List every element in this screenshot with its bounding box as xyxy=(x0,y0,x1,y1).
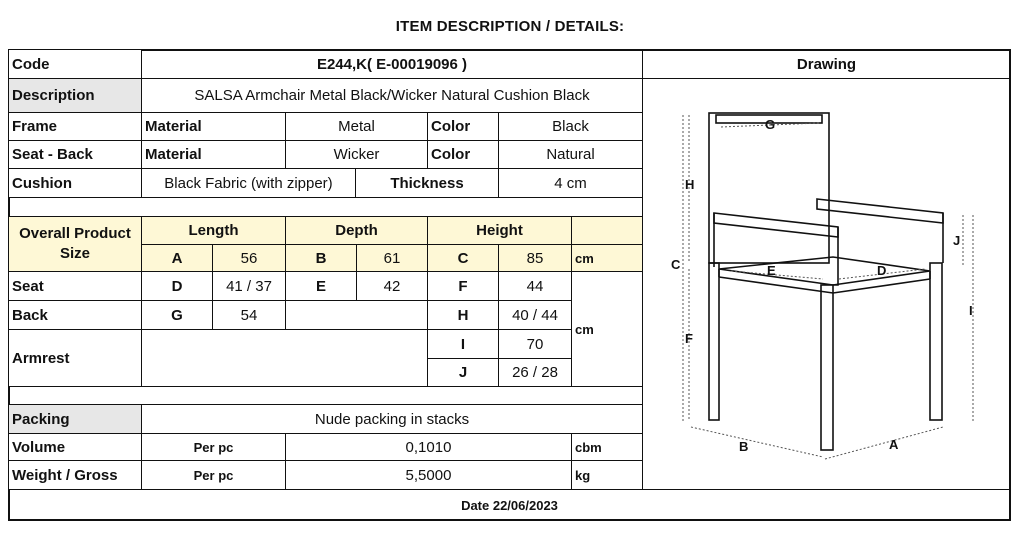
dim-f-label: F xyxy=(427,271,499,301)
drawing-letter-h: H xyxy=(685,177,695,192)
dim-b-value: 61 xyxy=(356,244,428,272)
page-title: ITEM DESCRIPTION / DETAILS: xyxy=(395,18,625,35)
drawing-letter-e: E xyxy=(767,263,776,278)
volume-value: 0,1010 xyxy=(285,433,572,461)
dim-j-label: J xyxy=(427,358,499,387)
dim-j-value: 26 / 28 xyxy=(498,358,572,387)
packing-value: Nude packing in stacks xyxy=(141,404,643,434)
dim-h-label: H xyxy=(427,300,499,330)
frame-color-value: Black xyxy=(498,112,643,141)
chair-leg-front-right xyxy=(930,263,942,420)
spacer-row-2 xyxy=(8,386,643,405)
dim-i-value: 70 xyxy=(498,329,572,359)
seat-back-material-label: Material xyxy=(141,140,286,169)
height-header: Height xyxy=(427,216,572,245)
drawing-letter-j: J xyxy=(953,233,961,248)
seat-label: Seat xyxy=(8,271,142,301)
dim-a-value: 56 xyxy=(212,244,286,272)
dim-e-value: 42 xyxy=(356,271,428,301)
thickness-value: 4 cm xyxy=(498,168,643,198)
back-blank xyxy=(285,300,428,330)
weight-per: Per pc xyxy=(141,460,286,490)
cushion-label: Cushion xyxy=(8,168,142,198)
dim-line-a xyxy=(825,427,943,459)
dim-line-b xyxy=(691,427,823,457)
back-label: Back xyxy=(8,300,142,330)
dim-d-value: 41 / 37 xyxy=(212,271,286,301)
weight-label: Weight / Gross xyxy=(8,460,142,490)
dim-e-label: E xyxy=(285,271,357,301)
overall-size-label-line1: Overall Product xyxy=(19,225,131,242)
dims-unit: cm xyxy=(571,271,643,387)
overall-size-label-line2: Size xyxy=(59,245,90,262)
overall-size-label xyxy=(8,216,142,272)
volume-label: Volume xyxy=(8,433,142,461)
height-header-blank xyxy=(571,216,643,245)
overall-unit: cm xyxy=(571,244,643,272)
packing-label: Packing xyxy=(8,404,142,434)
dim-c-value: 85 xyxy=(498,244,572,272)
dim-c-label: C xyxy=(427,244,499,272)
armrest-blank xyxy=(141,329,428,387)
frame-label: Frame xyxy=(8,112,142,141)
dim-f-value: 44 xyxy=(498,271,572,301)
drawing-letter-a: A xyxy=(889,437,899,452)
drawing-letter-i: I xyxy=(969,303,973,318)
chair-arm-left xyxy=(714,213,838,237)
spacer-row xyxy=(8,197,643,217)
description-label: Description xyxy=(8,78,142,113)
description-value: SALSA Armchair Metal Black/Wicker Natural Cushion Black xyxy=(141,78,643,113)
chair-leg-rear-left xyxy=(709,263,719,420)
thickness-label: Thickness xyxy=(355,168,499,198)
drawing-letter-d: D xyxy=(877,263,887,278)
dim-b-label: B xyxy=(285,244,357,272)
drawing-letter-g: G xyxy=(765,117,776,132)
weight-value: 5,5000 xyxy=(285,460,572,490)
volume-unit: cbm xyxy=(571,433,643,461)
drawing-header: Drawing xyxy=(642,49,1011,79)
dim-g-label: G xyxy=(141,300,213,330)
frame-material-value: Metal xyxy=(285,112,428,141)
seat-back-color-label: Color xyxy=(427,140,499,169)
dim-a-label: A xyxy=(141,244,213,272)
code-value: E244,K( E-00019096 ) xyxy=(141,49,643,79)
armrest-label: Armrest xyxy=(8,329,142,387)
dim-d-label: D xyxy=(141,271,213,301)
dim-h-value: 40 / 44 xyxy=(498,300,572,330)
volume-per: Per pc xyxy=(141,433,286,461)
drawing-letter-c: C xyxy=(671,257,681,272)
chair-leg-front-left xyxy=(821,285,833,450)
chair-arm-right xyxy=(817,199,943,223)
length-header: Length xyxy=(141,216,286,245)
depth-header: Depth xyxy=(285,216,428,245)
frame-color-label: Color xyxy=(427,112,499,141)
dim-i-label: I xyxy=(427,329,499,359)
code-label: Code xyxy=(8,49,142,79)
date-footer: Date 22/06/2023 xyxy=(8,489,1011,521)
seat-back-label: Seat - Back xyxy=(8,140,142,169)
drawing-letter-b: B xyxy=(739,439,749,454)
drawing-letter-f: F xyxy=(685,331,693,346)
dim-g-value: 54 xyxy=(212,300,286,330)
seat-back-color-value: Natural xyxy=(498,140,643,169)
chair-backrest xyxy=(709,113,829,263)
weight-unit: kg xyxy=(571,460,643,490)
frame-material-label: Material xyxy=(141,112,286,141)
chair-drawing xyxy=(643,79,1010,489)
seat-back-material-value: Wicker xyxy=(285,140,428,169)
cushion-value: Black Fabric (with zipper) xyxy=(141,168,356,198)
